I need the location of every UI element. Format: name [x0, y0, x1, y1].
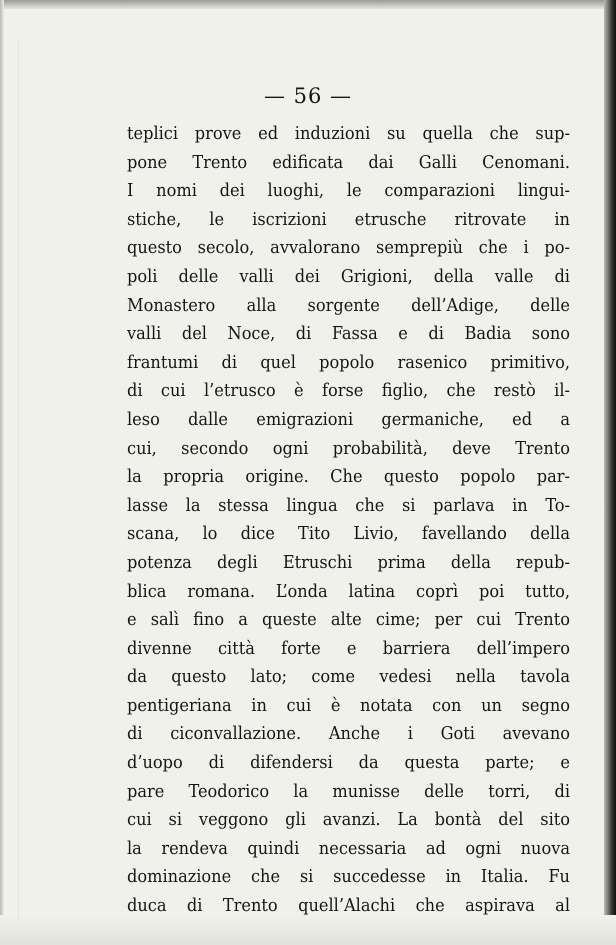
text-line: valli del Noce, di Fassa e di Badia sono — [127, 323, 570, 345]
text-line: leso dalle emigrazioni germaniche, ed a — [127, 408, 570, 430]
text-line: di ciconvallazione. Anche i Goti avevano — [127, 723, 570, 745]
text-line: cui, secondo ogni probabilità, deve Trento — [127, 437, 570, 459]
page-number: — 56 — — [263, 84, 353, 108]
body-text — [127, 120, 570, 921]
text-line: divenne città forte e barriera dell’impero — [127, 637, 570, 659]
text-line: Monastero alla sorgente dell’Adige, delle — [127, 294, 570, 316]
text-line: dominazione che si succedesse in Italia. Fu — [127, 866, 570, 888]
text-line: poli delle valli dei Grigioni, della valle di — [127, 265, 570, 287]
text-line: d’uopo di difendersi da questa parte; e — [127, 752, 570, 774]
page-fold — [18, 40, 19, 920]
book-spine-shadow — [604, 0, 616, 945]
text-line: potenza degli Etruschi prima della repub- — [127, 551, 570, 573]
text-line: blica romana. L’onda latina coprì poi tutto, — [127, 580, 570, 602]
page-left-edge — [0, 0, 4, 945]
text-line: pentigeriana in cui è notata con un segno — [127, 694, 570, 716]
text-line: teplici prove ed induzioni su quella che sup- — [127, 123, 570, 144]
text-line: da questo lato; come vedesi nella tavola — [127, 666, 570, 688]
text-line: lasse la stessa lingua che si parlava in To- — [127, 494, 570, 516]
text-line: la propria origine. Che questo popolo par- — [127, 466, 570, 488]
page-top-shadow — [0, 0, 616, 9]
text-line: cui si veggono gli avanzi. La bontà del sito — [127, 809, 570, 831]
text-line: I nomi dei luoghi, le comparazioni lingui- — [127, 180, 570, 202]
text-line: questo secolo, avvalorano semprepiù che i po- — [127, 237, 570, 259]
text-line: pare Teodorico la munisse delle torri, di — [127, 780, 570, 802]
text-line: la rendeva quindi necessaria ad ogni nuova — [127, 837, 570, 859]
text-line: frantumi di quel popolo rasenico primitivo, — [127, 351, 570, 373]
text-line: scana, lo dice Tito Livio, favellando della — [127, 523, 570, 545]
text-line: e salì fino a queste alte cime; per cui Trento — [127, 609, 570, 631]
text-line: di cui l’etrusco è forse figlio, che restò il- — [127, 380, 570, 402]
text-line: pone Trento edificata dai Galli Cenomani. — [127, 151, 570, 173]
text-line: stiche, le iscrizioni etrusche ritrovate in — [127, 208, 570, 230]
text-line: duca di Trento quell’Alachi che aspirava al — [127, 895, 570, 917]
